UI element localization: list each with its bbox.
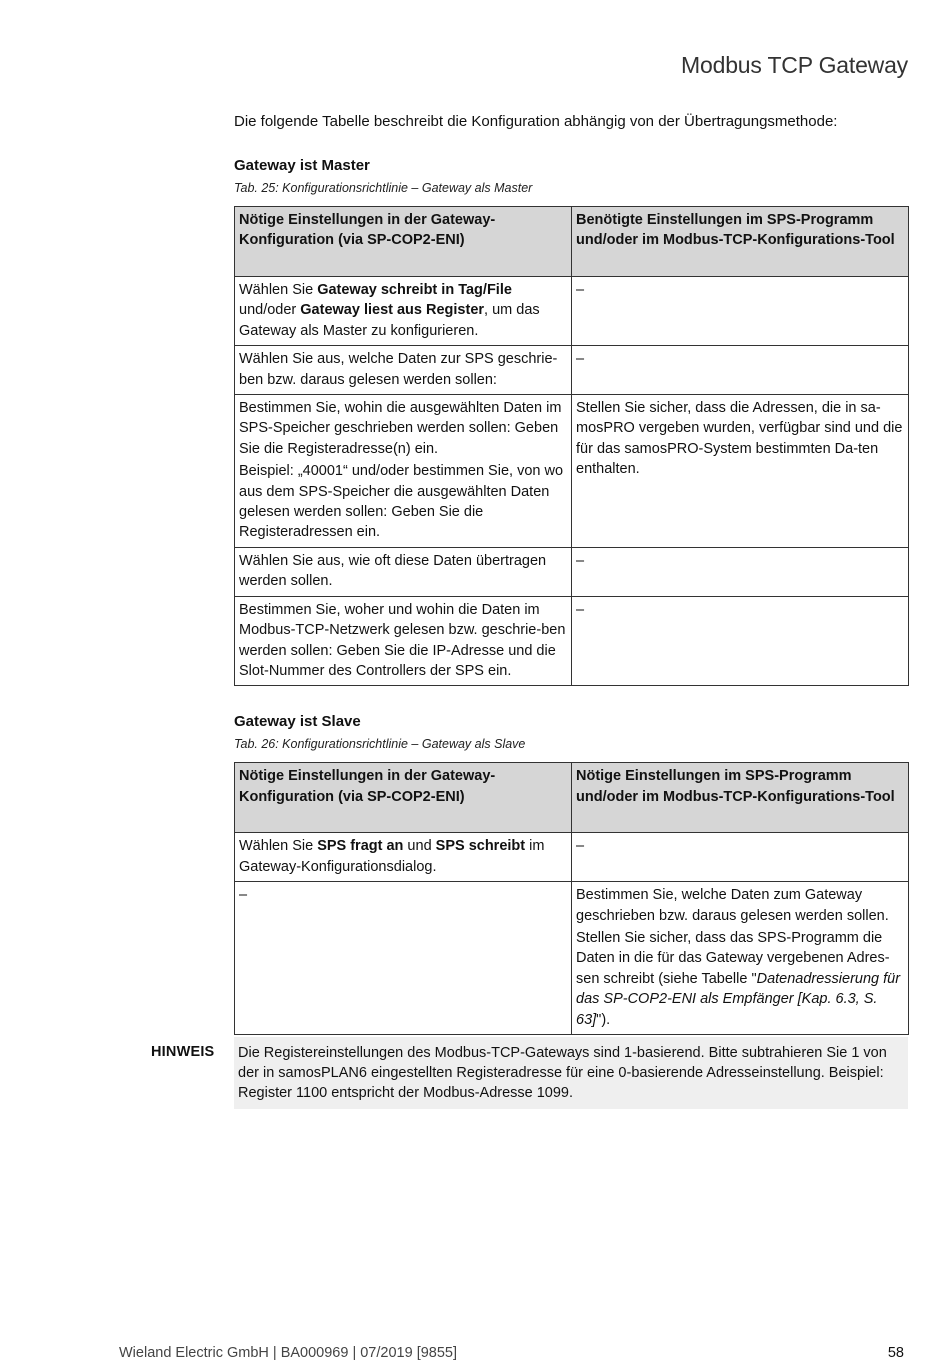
master-heading: Gateway ist Master [234,157,370,174]
footer-page-number: 58 [887,1345,904,1361]
table-header-row [235,763,909,833]
table-cell: – [572,346,909,395]
table-cell: Wählen Sie Gateway schreibt in Tag/File und/oder Gateway liest aus Register, um das Gateway als Master zu konfigurieren. [235,277,572,346]
table-cell: Bestimmen Sie, welche Daten zum Gateway geschrieben bzw. daraus gelesen werden sollen. Stellen Sie sicher, dass das SPS-Programm die Daten in die für das Gateway vergebenen Adres-sen schreibt (siehe Tabelle "Datenadressierung für das SP-COP2-ENI als Empfänger [Kap. 6.3, S. 63]"). [572,882,909,1035]
table-cell: – [572,547,909,596]
slave-config-table [234,762,909,1035]
table-row [235,596,909,686]
table-header-cell: Nötige Einstellungen in der Gateway-Konfiguration (via SP-COP2-ENI) [235,763,572,833]
notice-box: Die Registereinstellungen des Modbus-TCP-Gateways sind 1-basierend. Bitte subtrahieren Sie 1 von der in samosPLAN6 eingestellten Registeradresse für eine 0-basierende Adresseinstellung. Beispiel: Register 1100 entspricht der Modbus-Adresse 1099. [234,1037,908,1109]
table-cell: Wählen Sie aus, wie oft diese Daten übertragen werden sollen. [235,547,572,596]
table-row [235,277,909,346]
slave-table-caption: Tab. 26: Konfigurationsrichtlinie – Gateway als Slave [234,737,526,752]
table-header-cell: Nötige Einstellungen in der Gateway-Konfiguration (via SP-COP2-ENI) [235,207,572,277]
table-cell: Wählen Sie SPS fragt an und SPS schreibt im Gateway-Konfigurationsdialog. [235,833,572,882]
table-cell: Wählen Sie aus, welche Daten zur SPS geschrie-ben bzw. daraus gelesen werden sollen: [235,346,572,395]
table-row [235,547,909,596]
table-cell: Bestimmen Sie, wohin die ausgewählten Daten im SPS-Speicher geschrieben werden sollen: Geben Sie die Registeradresse(n) ein. Beispiel: „40001“ und/oder bestimmen Sie, von wo aus dem SPS-Speicher die ausgewählten Daten gelesen werden sollen: Geben Sie die Registeradressen ein. [235,395,572,548]
table-header-cell: Benötigte Einstellungen im SPS-Programm und/oder im Modbus-TCP-Konfigurations-Tool [572,207,909,277]
table-cell: Stellen Sie sicher, dass die Adressen, die in sa-mosPRO vergeben wurden, verfügbar sind und die für das samosPRO-System bestimmten Da-ten enthalten. [572,395,909,548]
main-content [234,112,908,1035]
notice-label: HINWEIS [151,1044,215,1060]
table-cell: – [235,882,572,1035]
master-table-caption: Tab. 25: Konfigurationsrichtlinie – Gateway als Master [234,181,533,195]
master-config-table [234,206,909,686]
table-cell: – [572,596,909,686]
slave-heading: Gateway ist Slave [234,713,361,731]
cross-reference-link[interactable]: Datenadressierung für das SP-COP2-ENI als Empfänger [Kap. 6.3, S. 63] [576,970,901,1028]
table-cell: – [572,277,909,346]
table-row [235,882,909,1035]
table-row [235,346,909,395]
intro-paragraph: Die folgende Tabelle beschreibt die Konfiguration abhängig von der Übertragungsmethode: [234,113,838,130]
table-header-row [235,207,909,277]
footer-document-info: Wieland Electric GmbH | BA000969 | 07/2019 [9855] [119,1345,458,1361]
table-cell: Bestimmen Sie, woher und wohin die Daten im Modbus-TCP-Netzwerk gelesen bzw. geschrie-ben werden sollen: Geben Sie die IP-Adresse und die Slot-Nummer des Controllers der SPS ein. [235,596,572,686]
page-header-title: Modbus TCP Gateway [681,52,908,78]
table-row [235,833,909,882]
table-header-cell: Nötige Einstellungen im SPS-Programm und/oder im Modbus-TCP-Konfigurations-Tool [572,763,909,833]
table-cell: – [572,833,909,882]
table-row [235,395,909,548]
